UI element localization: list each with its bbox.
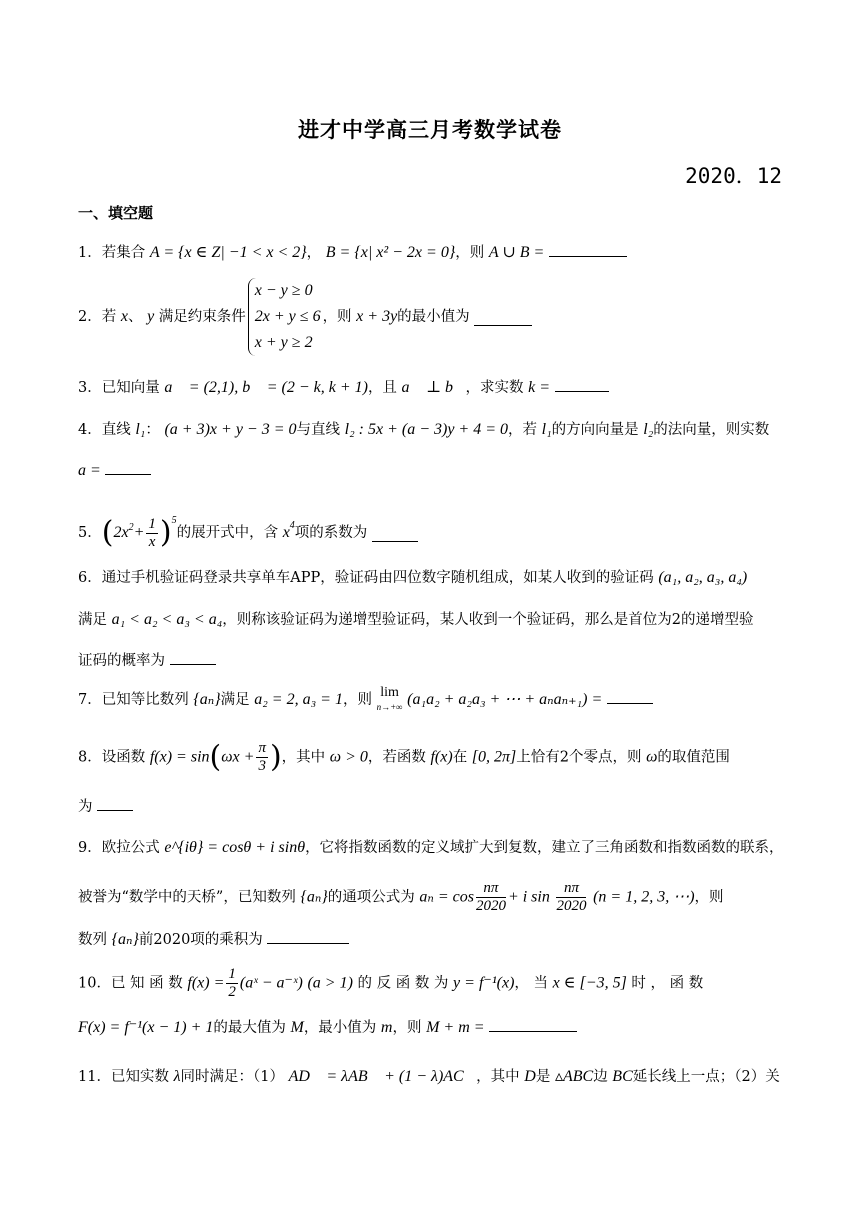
question-text: 被誉为“数学中的天桥”，已知数列 [78, 889, 296, 906]
question-text: ，若函数 [367, 749, 426, 766]
fraction-denominator: 2020 [556, 898, 587, 914]
question-text: 、 [127, 309, 143, 325]
fraction-numerator: 1 [228, 966, 236, 982]
math-expression: x + 3y [356, 308, 398, 325]
question-text: 的 反 函 数 为 [357, 975, 449, 992]
question-text: 的取值范围 [657, 749, 730, 766]
question-number: 4． [78, 422, 102, 438]
question-text: 为 [78, 799, 93, 815]
question-text: 项的系数为 [294, 525, 368, 541]
fraction-denominator: 2 [228, 984, 236, 1000]
math-expression: a₂ = 2, a₃ = 1 [254, 691, 343, 708]
question-text: 的通项公式为 [327, 889, 415, 906]
math-expression: x [282, 524, 290, 541]
question-text: 证码的概率为 [78, 653, 165, 669]
question-text: ： [145, 422, 160, 438]
math-expression: ωx + [221, 748, 255, 766]
math-expression: a = [78, 462, 101, 479]
math-expression: a₁ < a₂ < a₃ < a₄ [111, 611, 223, 628]
math-expression: ▵ABC [554, 1068, 594, 1085]
question-text: 同时满足：（1） [180, 1069, 284, 1085]
answer-blank[interactable] [97, 794, 133, 811]
question-text: ，求实数 [465, 380, 524, 396]
question-text: 的法向量，则实数 [653, 422, 770, 438]
exam-date: 2020．12 [685, 164, 782, 188]
answer-blank[interactable] [474, 309, 532, 326]
question-9 [78, 834, 786, 862]
question-6-cont [78, 606, 786, 634]
fraction [146, 516, 158, 551]
limit-subscript: n→+∞ [376, 702, 403, 712]
math-expression: k = [528, 379, 550, 396]
question-text: ，则 [455, 245, 485, 261]
question-text: 前2020项的乘积为 [138, 932, 263, 948]
math-expression: l₁ [541, 421, 552, 438]
math-expression: y = f⁻¹(x) [453, 974, 515, 992]
question-text: ，最小值为 [303, 1020, 377, 1036]
math-expression: ω [646, 748, 658, 766]
question-text: 的方向向量是 [551, 422, 639, 438]
question-text: 已 知 函 数 [110, 975, 183, 992]
question-6-cont2 [78, 647, 786, 675]
answer-blank[interactable] [372, 525, 418, 542]
math-expression: (a > 1) [307, 974, 353, 992]
question-text: 若集合 [101, 245, 146, 261]
question-text: ， 当 [514, 975, 548, 992]
question-text: 已知等比数列 [101, 692, 189, 708]
right-paren: ) [159, 515, 172, 550]
question-9-cont [78, 880, 786, 915]
exponent: 5 [171, 515, 177, 526]
question-4-cont [78, 457, 786, 485]
exponent: 4 [289, 520, 295, 531]
question-number: 5． [78, 525, 102, 541]
question-text: ，若 [508, 422, 538, 438]
fraction-numerator: π [258, 740, 266, 756]
answer-blank[interactable] [105, 458, 151, 475]
question-text: ，则 [342, 692, 372, 708]
math-expression: M [290, 1019, 304, 1036]
math-expression: l₂ : 5x + (a − 3)y + 4 = 0 [344, 421, 509, 438]
question-8 [78, 740, 786, 775]
question-text: 延长线上一点；（2）关 [632, 1069, 780, 1085]
left-paren: ( [101, 515, 114, 550]
fraction-numerator: 1 [148, 515, 156, 532]
question-text: 若 [101, 309, 117, 325]
page-title: 进才中学高三月考数学试卷 [298, 117, 562, 142]
question-11 [78, 1063, 786, 1091]
constraint-line: x + y ≥ 2 [254, 334, 313, 351]
question-10 [78, 966, 786, 1001]
question-text: 满足 [220, 692, 250, 708]
question-text: ， [306, 245, 322, 261]
math-expression: (a₁a₂ + a₂a₃ + ⋯ + aₙaₙ₊₁) = [407, 691, 603, 708]
question-text: 在 [452, 749, 468, 766]
question-text: ，则 [694, 889, 724, 906]
left-paren: ( [209, 739, 222, 775]
question-7 [78, 686, 786, 714]
question-text: 设函数 [101, 749, 146, 766]
math-expression: 2x [113, 524, 129, 541]
math-expression: (aˣ − a⁻ˣ) [239, 974, 303, 992]
answer-blank[interactable] [489, 1015, 577, 1032]
question-3 [78, 374, 786, 402]
question-text: 欧拉公式 [101, 840, 160, 856]
math-expression: x [120, 308, 128, 325]
answer-blank[interactable] [549, 240, 627, 257]
math-expression: (n = 1, 2, 3, ⋯) [593, 888, 695, 906]
math-expression: AD⃗ = λAB⃗ + (1 − λ)AC⃗ [288, 1068, 477, 1085]
question-text: 的最大值为 [213, 1020, 286, 1036]
math-expression: [0, 2π] [471, 748, 517, 766]
question-text: ，则称该验证码为递增型验证码，某人收到一个验证码，那么是首位为2的递增型验 [222, 612, 754, 628]
question-text: 是 [535, 1069, 551, 1085]
question-8-cont [78, 793, 786, 821]
question-text: ，且 [367, 380, 397, 396]
math-expression: f(x) [430, 748, 453, 766]
question-text: 满足 [78, 612, 107, 628]
math-expression: BC [612, 1068, 633, 1085]
question-number: 3． [78, 380, 102, 396]
math-expression: (a₁, a₂, a₃, a₄) [658, 569, 748, 586]
fraction-denominator: 2020 [475, 898, 506, 914]
question-number: 9． [78, 840, 102, 856]
fraction [256, 740, 268, 775]
question-number: 10． [78, 975, 111, 992]
question-number: 6． [78, 570, 102, 586]
question-text: ，则 [392, 1020, 422, 1036]
fraction [556, 880, 586, 915]
fraction-denominator: x [148, 533, 156, 550]
question-5 [78, 504, 786, 551]
question-text: ，其中 [476, 1069, 520, 1085]
constraint-line: x − y ≥ 0 [254, 282, 313, 299]
math-expression: a⃗ = (2,1), b⃗ = (2 − k, k + 1) [164, 379, 368, 396]
question-text: 边 [593, 1069, 608, 1085]
answer-blank[interactable] [607, 687, 653, 704]
question-text: ，则 [322, 309, 352, 325]
math-expression: y [147, 308, 155, 325]
right-paren: ) [269, 739, 282, 775]
question-number: 8． [78, 749, 102, 766]
question-10-cont [78, 1014, 786, 1042]
question-2 [78, 278, 786, 356]
math-expression: e^{iθ} = cosθ + i sinθ [164, 839, 306, 856]
limit-label: lim [380, 685, 399, 700]
question-text: 的最小值为 [397, 309, 470, 325]
question-text: 通过手机验证码登录共享单车APP，验证码由四位数字随机组成，如某人收到的验证码 [101, 570, 654, 586]
question-9-cont2 [78, 926, 786, 954]
math-expression: aₙ = cos [419, 888, 474, 906]
math-expression: f(x) = [187, 974, 225, 992]
question-text: 直线 [101, 422, 131, 438]
math-expression: m [380, 1019, 393, 1036]
math-expression: {aₙ} [111, 931, 139, 948]
question-1 [78, 239, 786, 267]
answer-blank[interactable] [267, 927, 349, 944]
exponent: 2 [128, 522, 134, 533]
question-number: 1． [78, 245, 102, 261]
math-expression: (a + 3)x + y − 3 = 0 [164, 421, 297, 438]
answer-blank[interactable] [170, 648, 216, 665]
math-expression: A = {x ∈ Z| −1 < x < 2} [149, 244, 307, 261]
math-expression: λ [173, 1068, 181, 1085]
question-text: 已知向量 [101, 380, 160, 396]
section-heading: 一、填空题 [78, 204, 154, 222]
math-expression: {aₙ} [300, 888, 328, 906]
math-expression: M + m = [426, 1019, 485, 1036]
question-text: 已知实数 [110, 1069, 169, 1085]
question-text: 上恰有2个零点，则 [516, 749, 642, 766]
math-expression: {aₙ} [193, 691, 221, 708]
fraction [476, 880, 506, 915]
math-expression: ω > 0 [329, 748, 368, 766]
math-expression: a⃗ ⊥ b⃗ [401, 379, 466, 396]
question-text: ，其中 [281, 749, 326, 766]
math-expression: l₁ [135, 421, 146, 438]
fraction-numerator: nπ [556, 880, 586, 898]
constraint-line: 2x + y ≤ 6 [254, 308, 321, 325]
answer-blank[interactable] [555, 375, 609, 392]
math-expression: F(x) = f⁻¹(x − 1) + 1 [78, 1019, 214, 1036]
question-text: 时 ， 函 数 [631, 975, 704, 992]
limit-operator [377, 686, 403, 714]
question-number: 2． [78, 309, 102, 325]
math-expression: f(x) = sin [149, 748, 210, 766]
question-text: 数列 [78, 932, 107, 948]
math-expression: B = {x| x² − 2x = 0} [325, 244, 456, 261]
question-text: 的展开式中，含 [176, 525, 279, 541]
question-4 [78, 416, 786, 444]
fraction-denominator: 3 [258, 758, 266, 774]
question-number: 11． [78, 1069, 111, 1085]
constraint-system [248, 278, 321, 356]
question-text: 满足约束条件 [158, 309, 246, 325]
question-6 [78, 564, 786, 592]
math-expression: A ∪ B = [488, 244, 545, 261]
fraction [226, 966, 238, 1001]
math-expression: x ∈ [−3, 5] [552, 974, 627, 992]
question-text: ，它将指数函数的定义域扩大到复数，建立了三角函数和指数函数的联系， [305, 840, 784, 856]
question-text: 与直线 [296, 422, 341, 438]
math-operator: + [133, 524, 145, 541]
question-number: 7． [78, 692, 102, 708]
math-expression: D [524, 1068, 536, 1085]
math-expression: l₂ [643, 421, 654, 438]
fraction-numerator: nπ [476, 880, 506, 898]
math-expression: + i sin [507, 888, 550, 906]
